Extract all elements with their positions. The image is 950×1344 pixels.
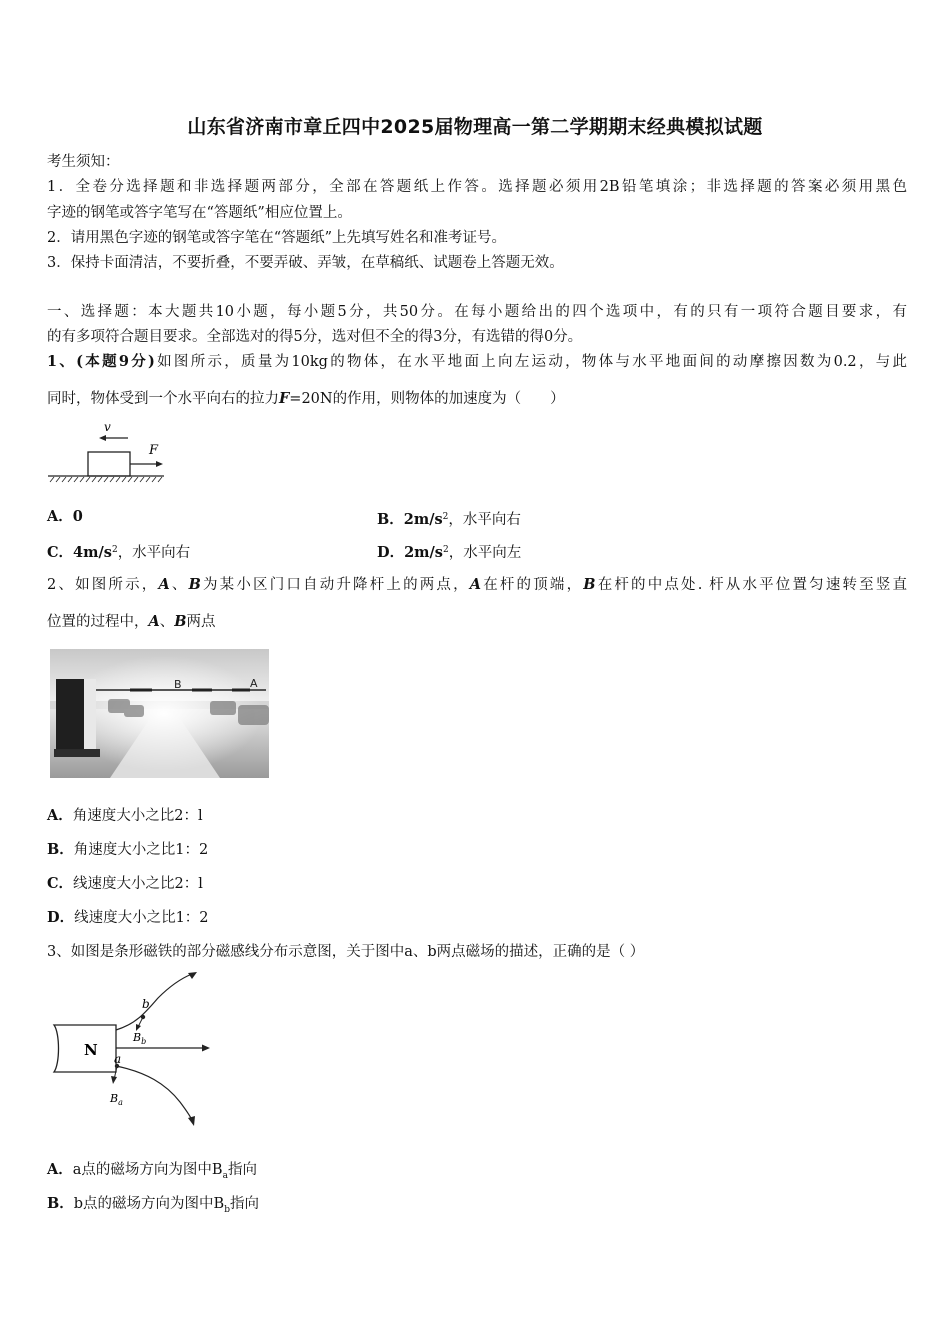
point-a-label: a — [114, 1052, 122, 1066]
velocity-label: v — [104, 420, 111, 434]
page-title: 山东省济南市章丘四中2025届物理高一第二学期期末经典模拟试题 — [187, 116, 763, 138]
q1-option-c-label: C． — [47, 544, 74, 561]
notice-item-2: 2．请用黑色字迹的钢笔或答字笔在“答题纸”上先填写姓名和准考证号。 — [47, 230, 507, 246]
q1-option-c-exponent: 2 — [111, 545, 118, 555]
q2-option-a-text: 角速度大小之比2：l — [72, 808, 203, 824]
section-intro-line-2: 的有多项符合题目要求。全部选对的得5分，选对但不全的得3分，有选错的得0分。 — [47, 329, 583, 345]
q1-option-b-label: B． — [377, 511, 404, 528]
q1-option-a — [47, 507, 83, 527]
q2-option-d-label: D． — [47, 909, 75, 926]
question-1-stem-1: 如图所示，质量为10kg的物体，在水平地面上向左运动，物体与水平地面间的动摩擦因数为0.2，与此 — [154, 354, 908, 370]
q3-option-b-label: B． — [47, 1195, 74, 1212]
q1-option-d-unit: 2m/s — [404, 544, 443, 561]
question-1-line-1 — [47, 352, 907, 372]
q1-option-a-label: A． — [47, 508, 73, 525]
magnet-field-figure — [46, 968, 218, 1128]
point-a-symbol: A — [158, 576, 170, 593]
q2-option-d — [47, 908, 209, 928]
question-1-line-2 — [47, 389, 907, 409]
q3-option-a — [47, 1160, 257, 1186]
q2-separator-2: 、 — [159, 614, 175, 630]
block-on-ground-figure — [46, 420, 170, 486]
q1-option-b-unit: 2m/s — [403, 511, 443, 528]
block — [88, 452, 130, 476]
q2-separator: 、 — [169, 577, 189, 593]
question-2-line-1 — [47, 575, 907, 595]
q3-option-a-suffix: 指向 — [227, 1162, 257, 1178]
q1-option-c-text: ，水平向右 — [117, 545, 191, 561]
point-b-label: B — [174, 678, 182, 691]
bb-label-main: B — [133, 1031, 142, 1044]
q2-option-b-text: 角速度大小之比1：2 — [73, 842, 209, 858]
q2-option-c — [47, 874, 203, 894]
question-3-stem: 3、如图是条形磁铁的部分磁感线分布示意图，关于图中a、b两点磁场的描述，正确的是（ ） — [47, 944, 645, 960]
q2-stem-2a: 位置的过程中， — [47, 614, 149, 630]
point-b-label: b — [142, 997, 150, 1011]
q3-option-b-suffix: 指向 — [229, 1196, 259, 1212]
question-1-stem-2b: =20N的作用，则物体的加速度为（ ） — [289, 391, 565, 407]
ba-label-sub: a — [118, 1098, 123, 1107]
q2-option-b-label: B． — [47, 841, 74, 858]
point-a-label: A — [250, 677, 258, 690]
bb-vector-head — [136, 1024, 141, 1031]
q1-option-d-exponent: 2 — [442, 545, 449, 555]
q2-option-c-label: C． — [47, 875, 74, 892]
ground-hatching — [50, 477, 162, 482]
q2-option-d-text: 线速度大小之比1：2 — [74, 910, 209, 926]
q3-option-b-subscript: b — [224, 1204, 230, 1215]
q2-option-a-label: A． — [47, 807, 73, 824]
notice-item-1-line-2: 字迹的钢笔或答字笔写在“答题纸”相应位置上。 — [47, 205, 352, 221]
q2-option-c-text: 线速度大小之比2：l — [73, 876, 203, 892]
upper-field-line — [116, 974, 192, 1030]
question-1-number: 1、(本题9分) — [47, 353, 155, 370]
q2-stem-1d: 在杆的中点处. 杆从水平位置匀速转至竖直 — [595, 577, 908, 593]
q3-option-a-text: a点的磁场方向为图中B — [72, 1162, 223, 1178]
force-symbol: F — [279, 390, 290, 407]
center-field-arrow — [202, 1045, 210, 1052]
notice-item-1-line-1: 1．全卷分选择题和非选择题两部分，全部在答题纸上作答。选择题必须用2B铅笔填涂；非选择题的答案必须用黑色 — [47, 179, 907, 195]
notice-heading: 考生须知： — [47, 154, 120, 170]
point-a-symbol-3: A — [148, 613, 160, 630]
ba-label — [109, 1092, 123, 1107]
q1-option-b-exponent: 2 — [442, 512, 449, 522]
q2-stem-1a: 2、如图所示， — [47, 577, 159, 593]
section-intro-line-1: 一、选择题：本大题共10小题，每小题5分，共50分。在每小题给出的四个选项中，有的只有一项符合题目要求，有 — [47, 304, 907, 320]
barrier-gate-photo — [50, 649, 269, 778]
q1-option-d — [377, 540, 521, 563]
q1-option-c — [47, 540, 190, 563]
q2-stem-1c: 在杆的顶端， — [481, 577, 584, 593]
question-2-line-2 — [47, 612, 907, 632]
q3-option-a-label: A． — [47, 1161, 73, 1178]
q1-option-d-label: D． — [377, 544, 405, 561]
q2-option-b — [47, 840, 208, 860]
q3-option-a-subscript: a — [222, 1170, 228, 1181]
question-1-stem-2a: 同时，物体受到一个水平向右的拉力 — [47, 391, 279, 407]
bb-label-sub: b — [141, 1037, 147, 1046]
ba-label-main: B — [110, 1092, 119, 1105]
notice-item-3: 3．保持卡面清洁，不要折叠，不要弄破、弄皱，在草稿纸、试题卷上答题无效。 — [47, 255, 564, 271]
lower-field-arrow — [188, 1116, 195, 1126]
q1-option-b — [377, 507, 521, 530]
point-a-symbol-2: A — [469, 576, 482, 593]
point-b-symbol-3: B — [174, 613, 187, 630]
q1-option-c-unit: 4m/s — [73, 544, 112, 561]
q2-stem-1b: 为某小区门口自动升降杆上的两点， — [200, 577, 470, 593]
point-b-symbol-2: B — [583, 576, 596, 593]
q1-option-a-text: 0 — [72, 508, 83, 525]
q2-option-a — [47, 806, 203, 826]
velocity-arrowhead — [99, 435, 106, 441]
bb-label — [132, 1031, 146, 1046]
q2-stem-2b: 两点 — [186, 614, 216, 630]
lower-field-line — [116, 1066, 192, 1120]
force-label: F — [149, 443, 159, 458]
q1-option-b-text: ，水平向右 — [448, 512, 521, 528]
q3-option-b — [47, 1194, 259, 1220]
q3-option-b-text: b点的磁场方向为图中B — [73, 1196, 225, 1212]
force-arrowhead — [156, 461, 163, 467]
n-pole-label: N — [84, 1041, 98, 1059]
ba-vector-head — [111, 1076, 117, 1084]
q1-option-d-text: ，水平向左 — [448, 545, 522, 561]
point-b-symbol: B — [188, 576, 201, 593]
